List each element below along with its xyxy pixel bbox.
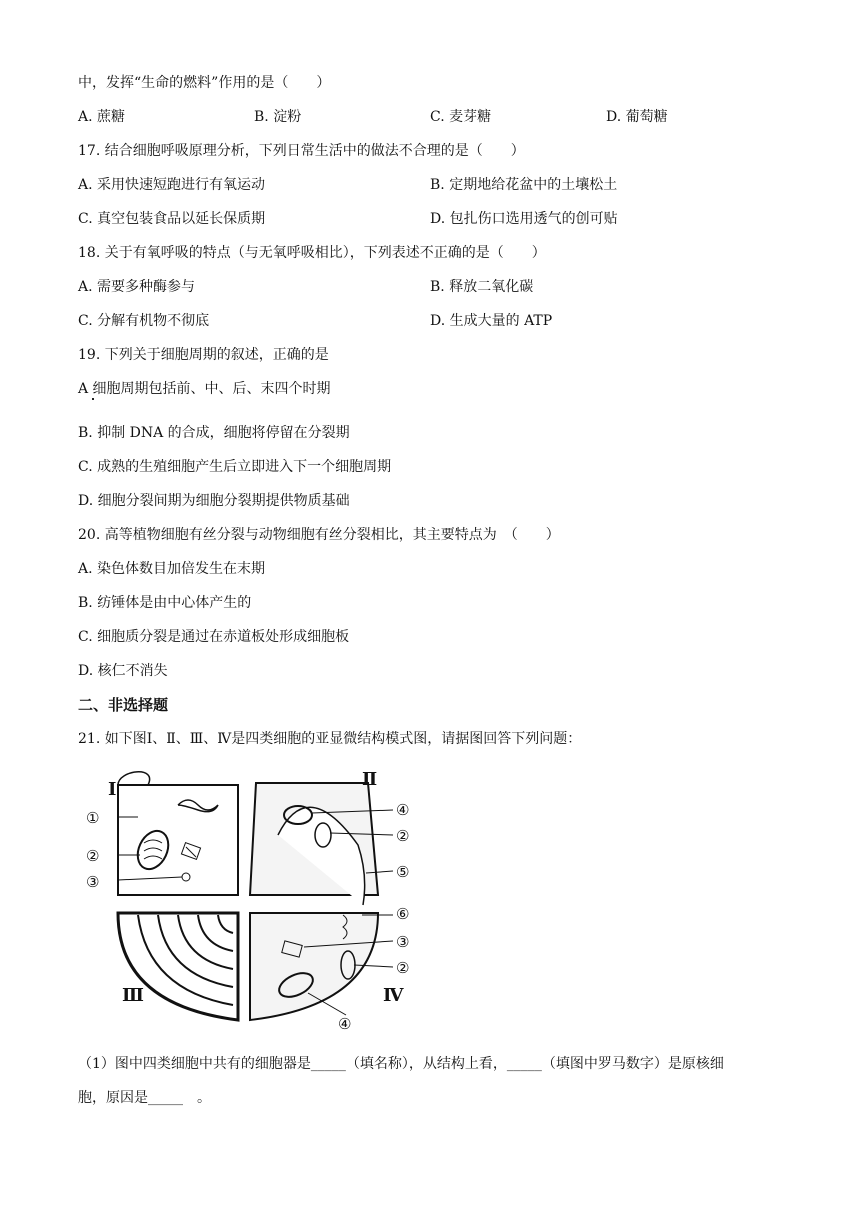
quadrant-label-3: Ⅲ <box>122 985 144 1006</box>
q16-option-b: B. 淀粉 <box>254 109 302 125</box>
q19-stem: 19. 下列关于细胞周期的叙述，正确的是 <box>78 347 329 363</box>
marker-2: ② <box>86 847 100 865</box>
q18-option-b: B. 释放二氧化碳 <box>430 279 534 295</box>
marker-1: ① <box>86 809 100 827</box>
q21-sub1-line2: 胞，原因是_____ 。 <box>78 1090 211 1106</box>
marker-2-upper: ② <box>396 827 410 845</box>
q18-option-c: C. 分解有机物不彻底 <box>78 313 210 329</box>
q16-option-a: A. 蔗糖 <box>78 109 126 125</box>
q17-option-a: A. 采用快速短跑进行有氧运动 <box>78 177 266 193</box>
q18-option-a: A. 需要多种酶参与 <box>78 279 196 295</box>
q17-option-b: B. 定期地给花盆中的土壤松土 <box>430 177 618 193</box>
q17-stem: 17. 结合细胞呼吸原理分析，下列日常生活中的做法不合理的是（ ） <box>78 143 525 159</box>
q18-option-d: D. 生成大量的 ATP <box>430 313 553 329</box>
cell-type-4-diagram <box>250 905 409 1033</box>
section-title: 二、非选择题 <box>78 696 169 714</box>
marker-4-lower: ④ <box>338 1015 352 1033</box>
q16-stem: 中，发挥“生命的燃料”作用的是（ ） <box>78 75 331 91</box>
marker-5: ⑤ <box>396 863 410 881</box>
quadrant-label-2: Ⅱ <box>362 769 378 790</box>
cell-type-1-diagram <box>86 772 238 895</box>
q20-option-b: B. 纺锤体是由中心体产生的 <box>78 595 252 611</box>
marker-4-upper: ④ <box>396 801 410 819</box>
q19-option-a: A 细胞周期包括前、中、后、末四个时期 <box>78 381 331 397</box>
q18-stem: 18. 关于有氧呼吸的特点（与无氧呼吸相比），下列表述不正确的是（ ） <box>78 245 546 261</box>
quadrant-label-4: Ⅳ <box>383 985 404 1006</box>
q19-option-b: B. 抑制 DNA 的合成，细胞将停留在分裂期 <box>78 425 350 441</box>
q20-option-c: C. 细胞质分裂是通过在赤道板处形成细胞板 <box>78 629 350 645</box>
q21-sub1-line1: （1）图中四类细胞中共有的细胞器是_____（填名称），从结构上看，_____（填图中罗马数字）是原核细 <box>78 1056 724 1072</box>
stray-dot-mark <box>92 398 94 400</box>
q17-option-d: D. 包扎伤口选用透气的创可贴 <box>430 211 618 227</box>
q21-stem: 21. 如下图Ⅰ、Ⅱ、Ⅲ、Ⅳ是四类细胞的亚显微结构模式图，请据图回答下列问题： <box>78 731 582 747</box>
marker-6: ⑥ <box>396 905 410 923</box>
q20-option-a: A. 染色体数目加倍发生在末期 <box>78 561 266 577</box>
q19-option-d: D. 细胞分裂间期为细胞分裂期提供物质基础 <box>78 493 350 509</box>
cell-structure-figure <box>78 765 438 1033</box>
q16-option-c: C. 麦芽糖 <box>430 109 492 125</box>
marker-3: ③ <box>86 873 100 891</box>
q20-stem: 20. 高等植物细胞有丝分裂与动物细胞有丝分裂相比，其主要特点为 （ ） <box>78 527 560 543</box>
marker-2-lower: ② <box>396 959 410 977</box>
cell-type-3-diagram <box>118 913 238 1020</box>
q16-option-d: D. 葡萄糖 <box>606 109 668 125</box>
q20-option-d: D. 核仁不消失 <box>78 663 168 679</box>
q17-option-c: C. 真空包装食品以延长保质期 <box>78 211 266 227</box>
cell-type-2-diagram <box>250 769 409 905</box>
quadrant-label-1: Ⅰ <box>108 779 117 800</box>
marker-3-lower: ③ <box>396 933 410 951</box>
q19-option-c: C. 成熟的生殖细胞产生后立即进入下一个细胞周期 <box>78 459 392 475</box>
